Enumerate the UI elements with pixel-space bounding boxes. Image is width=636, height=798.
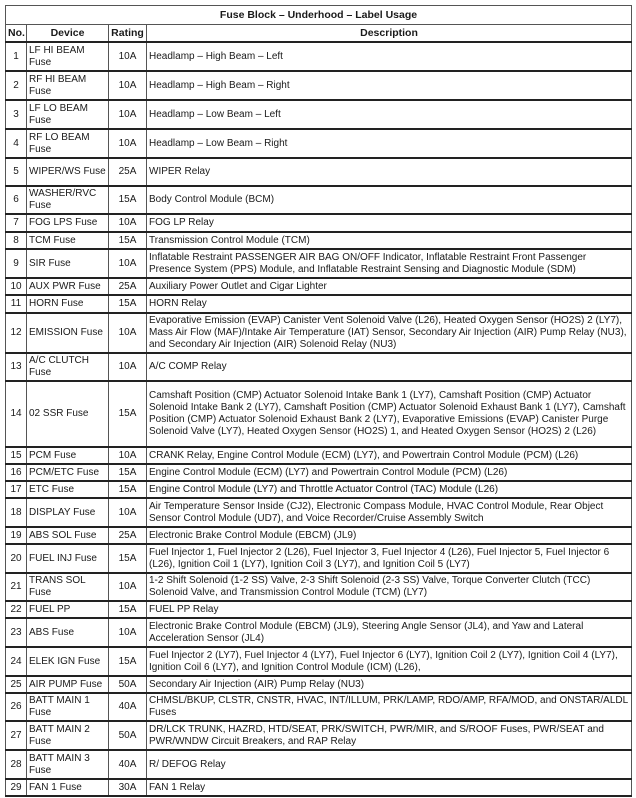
cell-description: Electronic Brake Control Module (EBCM) (JL9), Steering Angle Sensor (JL4), and Yaw and Lateral Acceleration Sensor (JL4) xyxy=(147,618,632,647)
cell-device: ELEK IGN Fuse xyxy=(27,647,109,676)
cell-device: AUX PWR Fuse xyxy=(27,278,109,295)
cell-device: BATT MAIN 2 Fuse xyxy=(27,721,109,750)
cell-description: Secondary Air Injection (AIR) Pump Relay (NU3) xyxy=(147,676,632,693)
table-row xyxy=(6,71,632,100)
cell-description: HORN Relay xyxy=(147,295,632,313)
cell-device: FOG LPS Fuse xyxy=(27,214,109,232)
table-row xyxy=(6,381,632,447)
cell-description: Inflatable Restraint PASSENGER AIR BAG ON/OFF Indicator, Inflatable Restraint Front Passenger Presence System (PPS) Module, and Inflatable Restraint Sensing and Diagnostic Module (SDM) xyxy=(147,249,632,278)
cell-rating: 25A xyxy=(109,527,147,544)
table-row xyxy=(6,42,632,71)
table-header-row xyxy=(6,25,632,43)
cell-description: CHMSL/BKUP, CLSTR, CNSTR, HVAC, INT/ILLUM, PRK/LAMP, RDO/AMP, RFA/MOD, and ONSTAR/ALDL Fuses xyxy=(147,693,632,721)
cell-rating: 15A xyxy=(109,544,147,573)
cell-no: 23 xyxy=(6,618,27,647)
cell-no: 2 xyxy=(6,71,27,100)
cell-description: Camshaft Position (CMP) Actuator Solenoid Intake Bank 1 (LY7), Camshaft Position (CMP) Actuator Solenoid Intake Bank 2 (LY7), Camshaft Position (CMP) Actuator Solenoid Exhaust Bank 1 (LY7), Camshaft Position (CMP) Actuator Solenoid Exhaust Bank 2 (LY7), Evaporative Emissions (EVAP) Canister Purge Solenoid Valve (LY7), Heated Oxygen Sensor (HO2S) 1, and Heated Oxygen Sensor (HO2S) 2 (L26) xyxy=(147,381,632,447)
cell-no: 7 xyxy=(6,214,27,232)
cell-no: 20 xyxy=(6,544,27,573)
table-row xyxy=(6,544,632,573)
header-rating: Rating xyxy=(109,25,147,43)
cell-no: 9 xyxy=(6,249,27,278)
cell-description: Headlamp – High Beam – Left xyxy=(147,42,632,71)
cell-description: Engine Control Module (LY7) and Throttle Actuator Control (TAC) Module (L26) xyxy=(147,481,632,498)
cell-no: 15 xyxy=(6,447,27,464)
table-row xyxy=(6,353,632,381)
table-row xyxy=(6,527,632,544)
cell-no: 1 xyxy=(6,42,27,71)
cell-no: 10 xyxy=(6,278,27,295)
table-row xyxy=(6,481,632,498)
cell-description: Electronic Brake Control Module (EBCM) (JL9) xyxy=(147,527,632,544)
table-row xyxy=(6,601,632,618)
cell-no: 6 xyxy=(6,186,27,214)
cell-device: A/C CLUTCH Fuse xyxy=(27,353,109,381)
header-device: Device xyxy=(27,25,109,43)
table-row xyxy=(6,313,632,353)
cell-device: WIPER/WS Fuse xyxy=(27,158,109,186)
cell-description: DR/LCK TRUNK, HAZRD, HTD/SEAT, PRK/SWITCH, PWR/MIR, and S/ROOF Fuses, PWR/SEAT and PWR/WNDW Circuit Breakers, and RAP Relay xyxy=(147,721,632,750)
table-row xyxy=(6,232,632,249)
cell-device: RF HI BEAM Fuse xyxy=(27,71,109,100)
cell-rating: 15A xyxy=(109,381,147,447)
cell-device: ETC Fuse xyxy=(27,481,109,498)
cell-device: PCM Fuse xyxy=(27,447,109,464)
cell-description: Fuel Injector 2 (LY7), Fuel Injector 4 (LY7), Fuel Injector 6 (LY7), Ignition Coil 2 (LY7), Ignition Coil 4 (LY7), Ignition Coil 6 (LY7), and Ignition Control Module (ICM) (L26), xyxy=(147,647,632,676)
cell-description: 1-2 Shift Solenoid (1-2 SS) Valve, 2-3 Shift Solenoid (2-3 SS) Valve, Torque Converter Clutch (TCC) Solenoid Valve, and Transmission Control Module (TCM) (LY7) xyxy=(147,573,632,601)
table-row xyxy=(6,158,632,186)
cell-rating: 10A xyxy=(109,353,147,381)
cell-rating: 50A xyxy=(109,721,147,750)
cell-rating: 15A xyxy=(109,601,147,618)
cell-rating: 10A xyxy=(109,573,147,601)
cell-rating: 15A xyxy=(109,481,147,498)
cell-rating: 10A xyxy=(109,618,147,647)
table-row xyxy=(6,498,632,527)
cell-no: 27 xyxy=(6,721,27,750)
cell-no: 22 xyxy=(6,601,27,618)
cell-no: 8 xyxy=(6,232,27,249)
fuse-table-container xyxy=(5,5,631,797)
cell-device: TCM Fuse xyxy=(27,232,109,249)
cell-rating: 15A xyxy=(109,186,147,214)
cell-rating: 10A xyxy=(109,249,147,278)
cell-device: 02 SSR Fuse xyxy=(27,381,109,447)
cell-rating: 10A xyxy=(109,498,147,527)
cell-no: 19 xyxy=(6,527,27,544)
cell-description: Air Temperature Sensor Inside (CJ2), Electronic Compass Module, HVAC Control Module, Rear Object Sensor Control Module (UD7), and Voice Recorder/Cruise Assembly Switch xyxy=(147,498,632,527)
cell-rating: 10A xyxy=(109,313,147,353)
table-row xyxy=(6,721,632,750)
cell-device: FUEL INJ Fuse xyxy=(27,544,109,573)
cell-description: Engine Control Module (ECM) (LY7) and Powertrain Control Module (PCM) (L26) xyxy=(147,464,632,481)
fuse-usage-table xyxy=(5,5,632,797)
cell-rating: 10A xyxy=(109,214,147,232)
table-title: Fuse Block – Underhood – Label Usage xyxy=(6,6,632,25)
table-row xyxy=(6,779,632,796)
table-row xyxy=(6,573,632,601)
cell-rating: 10A xyxy=(109,71,147,100)
cell-no: 14 xyxy=(6,381,27,447)
cell-description: R/ DEFOG Relay xyxy=(147,750,632,779)
cell-description: FUEL PP Relay xyxy=(147,601,632,618)
header-description: Description xyxy=(147,25,632,43)
table-row xyxy=(6,295,632,313)
cell-rating: 15A xyxy=(109,647,147,676)
cell-no: 28 xyxy=(6,750,27,779)
cell-no: 21 xyxy=(6,573,27,601)
table-row xyxy=(6,186,632,214)
cell-no: 12 xyxy=(6,313,27,353)
cell-rating: 10A xyxy=(109,42,147,71)
cell-rating: 15A xyxy=(109,295,147,313)
cell-device: EMISSION Fuse xyxy=(27,313,109,353)
table-body xyxy=(6,42,632,796)
cell-description: Headlamp – Low Beam – Left xyxy=(147,100,632,129)
table-row xyxy=(6,676,632,693)
cell-device: AIR PUMP Fuse xyxy=(27,676,109,693)
cell-rating: 25A xyxy=(109,158,147,186)
cell-device: ABS SOL Fuse xyxy=(27,527,109,544)
cell-device: TRANS SOL Fuse xyxy=(27,573,109,601)
cell-no: 13 xyxy=(6,353,27,381)
cell-device: BATT MAIN 3 Fuse xyxy=(27,750,109,779)
cell-no: 11 xyxy=(6,295,27,313)
header-no: No. xyxy=(6,25,27,43)
cell-device: FUEL PP xyxy=(27,601,109,618)
cell-description: A/C COMP Relay xyxy=(147,353,632,381)
cell-no: 4 xyxy=(6,129,27,158)
cell-description: Headlamp – Low Beam – Right xyxy=(147,129,632,158)
cell-device: BATT MAIN 1 Fuse xyxy=(27,693,109,721)
cell-no: 25 xyxy=(6,676,27,693)
cell-rating: 15A xyxy=(109,464,147,481)
table-row xyxy=(6,249,632,278)
cell-description: Auxiliary Power Outlet and Cigar Lighter xyxy=(147,278,632,295)
cell-device: HORN Fuse xyxy=(27,295,109,313)
cell-description: FAN 1 Relay xyxy=(147,779,632,796)
table-row xyxy=(6,278,632,295)
cell-device: RF LO BEAM Fuse xyxy=(27,129,109,158)
cell-device: LF HI BEAM Fuse xyxy=(27,42,109,71)
cell-device: ABS Fuse xyxy=(27,618,109,647)
cell-description: FOG LP Relay xyxy=(147,214,632,232)
cell-description: Evaporative Emission (EVAP) Canister Vent Solenoid Valve (L26), Heated Oxygen Sensor (HO2S) 2 (LY7), Mass Air Flow (MAF)/Intake Air Temperature (IAT) Sensor, Secondary Air Injection (AIR) Pump Relay (NU3), and Secondary Air Injection (AIR) Solenoid Relay (NU3) xyxy=(147,313,632,353)
cell-device: PCM/ETC Fuse xyxy=(27,464,109,481)
cell-rating: 40A xyxy=(109,693,147,721)
cell-description: WIPER Relay xyxy=(147,158,632,186)
cell-description: CRANK Relay, Engine Control Module (ECM) (LY7), and Powertrain Control Module (PCM) (L26) xyxy=(147,447,632,464)
cell-rating: 15A xyxy=(109,232,147,249)
cell-rating: 50A xyxy=(109,676,147,693)
cell-rating: 30A xyxy=(109,779,147,796)
cell-no: 29 xyxy=(6,779,27,796)
table-row xyxy=(6,447,632,464)
cell-no: 16 xyxy=(6,464,27,481)
table-row xyxy=(6,100,632,129)
cell-no: 5 xyxy=(6,158,27,186)
cell-no: 17 xyxy=(6,481,27,498)
cell-rating: 10A xyxy=(109,447,147,464)
cell-description: Body Control Module (BCM) xyxy=(147,186,632,214)
cell-device: WASHER/RVC Fuse xyxy=(27,186,109,214)
table-row xyxy=(6,618,632,647)
cell-device: FAN 1 Fuse xyxy=(27,779,109,796)
cell-device: LF LO BEAM Fuse xyxy=(27,100,109,129)
cell-no: 26 xyxy=(6,693,27,721)
cell-rating: 10A xyxy=(109,100,147,129)
table-row xyxy=(6,214,632,232)
table-row xyxy=(6,129,632,158)
table-row xyxy=(6,693,632,721)
cell-no: 24 xyxy=(6,647,27,676)
cell-rating: 40A xyxy=(109,750,147,779)
cell-no: 18 xyxy=(6,498,27,527)
cell-rating: 10A xyxy=(109,129,147,158)
cell-description: Fuel Injector 1, Fuel Injector 2 (L26), Fuel Injector 3, Fuel Injector 4 (L26), Fuel Injector 5, Fuel Injector 6 (L26), Ignition Coil 1 (LY7), Ignition Coil 3 (LY7), and Ignition Coil 5 (LY7) xyxy=(147,544,632,573)
cell-no: 3 xyxy=(6,100,27,129)
cell-description: Transmission Control Module (TCM) xyxy=(147,232,632,249)
table-row xyxy=(6,750,632,779)
cell-device: DISPLAY Fuse xyxy=(27,498,109,527)
cell-device: SIR Fuse xyxy=(27,249,109,278)
cell-rating: 25A xyxy=(109,278,147,295)
table-row xyxy=(6,464,632,481)
table-row xyxy=(6,647,632,676)
cell-description: Headlamp – High Beam – Right xyxy=(147,71,632,100)
